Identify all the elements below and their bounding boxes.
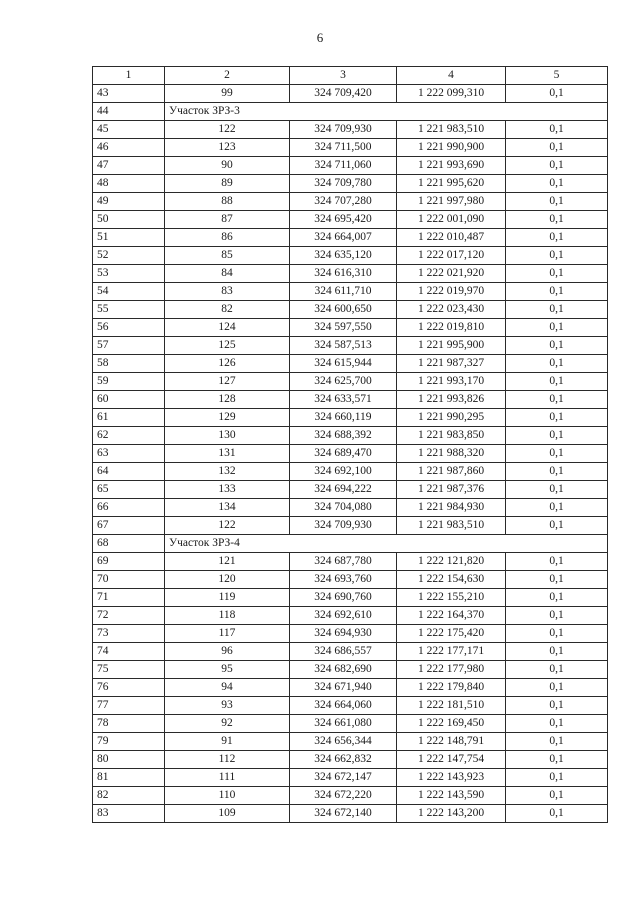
y-coordinate-cell: 1 222 154,630 (397, 571, 506, 589)
section-row (93, 535, 608, 553)
row-number-cell: 64 (93, 463, 165, 481)
row-number-cell: 78 (93, 715, 165, 733)
x-coordinate-cell: 324 695,420 (290, 211, 397, 229)
point-number-cell: 122 (165, 121, 290, 139)
table-row (93, 625, 608, 643)
y-coordinate-cell: 1 221 988,320 (397, 445, 506, 463)
x-coordinate-cell: 324 687,780 (290, 553, 397, 571)
x-coordinate-cell: 324 600,650 (290, 301, 397, 319)
row-number-cell: 67 (93, 517, 165, 535)
y-coordinate-cell: 1 222 148,791 (397, 733, 506, 751)
row-number-cell: 51 (93, 229, 165, 247)
row-number-cell: 49 (93, 193, 165, 211)
point-number-cell: 128 (165, 391, 290, 409)
y-coordinate-cell: 1 222 147,754 (397, 751, 506, 769)
point-number-cell: 129 (165, 409, 290, 427)
table-row (93, 229, 608, 247)
accuracy-cell: 0,1 (506, 85, 608, 103)
accuracy-cell: 0,1 (506, 517, 608, 535)
table-row (93, 337, 608, 355)
y-coordinate-cell: 1 222 121,820 (397, 553, 506, 571)
y-coordinate-cell: 1 222 169,450 (397, 715, 506, 733)
x-coordinate-cell: 324 633,571 (290, 391, 397, 409)
accuracy-cell: 0,1 (506, 283, 608, 301)
accuracy-cell: 0,1 (506, 733, 608, 751)
row-number-cell: 79 (93, 733, 165, 751)
point-number-cell: 88 (165, 193, 290, 211)
accuracy-cell: 0,1 (506, 445, 608, 463)
table-row (93, 85, 608, 103)
row-number-cell: 52 (93, 247, 165, 265)
row-number-cell: 61 (93, 409, 165, 427)
column-header: 4 (397, 67, 506, 85)
y-coordinate-cell: 1 222 179,840 (397, 679, 506, 697)
accuracy-cell: 0,1 (506, 409, 608, 427)
x-coordinate-cell: 324 709,930 (290, 121, 397, 139)
point-number-cell: 126 (165, 355, 290, 373)
point-number-cell: 91 (165, 733, 290, 751)
accuracy-cell: 0,1 (506, 265, 608, 283)
point-number-cell: 89 (165, 175, 290, 193)
x-coordinate-cell: 324 709,420 (290, 85, 397, 103)
table-row (93, 751, 608, 769)
x-coordinate-cell: 324 662,832 (290, 751, 397, 769)
accuracy-cell: 0,1 (506, 121, 608, 139)
table-header-row (93, 67, 608, 85)
accuracy-cell: 0,1 (506, 247, 608, 265)
y-coordinate-cell: 1 221 993,170 (397, 373, 506, 391)
x-coordinate-cell: 324 692,610 (290, 607, 397, 625)
x-coordinate-cell: 324 672,220 (290, 787, 397, 805)
y-coordinate-cell: 1 222 143,200 (397, 805, 506, 823)
x-coordinate-cell: 324 660,119 (290, 409, 397, 427)
x-coordinate-cell: 324 661,080 (290, 715, 397, 733)
table-row (93, 427, 608, 445)
point-number-cell: 112 (165, 751, 290, 769)
point-number-cell: 130 (165, 427, 290, 445)
y-coordinate-cell: 1 222 143,923 (397, 769, 506, 787)
section-row (93, 103, 608, 121)
table-row (93, 481, 608, 499)
point-number-cell: 132 (165, 463, 290, 481)
point-number-cell: 87 (165, 211, 290, 229)
table-row (93, 769, 608, 787)
row-number-cell: 47 (93, 157, 165, 175)
row-number-cell: 57 (93, 337, 165, 355)
point-number-cell: 119 (165, 589, 290, 607)
y-coordinate-cell: 1 221 987,376 (397, 481, 506, 499)
accuracy-cell: 0,1 (506, 499, 608, 517)
point-number-cell: 96 (165, 643, 290, 661)
y-coordinate-cell: 1 221 990,900 (397, 139, 506, 157)
y-coordinate-cell: 1 221 997,980 (397, 193, 506, 211)
point-number-cell: 133 (165, 481, 290, 499)
row-number-cell: 73 (93, 625, 165, 643)
accuracy-cell: 0,1 (506, 571, 608, 589)
point-number-cell: 95 (165, 661, 290, 679)
row-number-cell: 56 (93, 319, 165, 337)
section-title-cell: Участок ЗРЗ-4 (165, 535, 608, 553)
point-number-cell: 123 (165, 139, 290, 157)
table-row (93, 715, 608, 733)
y-coordinate-cell: 1 222 099,310 (397, 85, 506, 103)
x-coordinate-cell: 324 694,222 (290, 481, 397, 499)
table-row (93, 553, 608, 571)
x-coordinate-cell: 324 664,060 (290, 697, 397, 715)
x-coordinate-cell: 324 686,557 (290, 643, 397, 661)
accuracy-cell: 0,1 (506, 751, 608, 769)
x-coordinate-cell: 324 587,513 (290, 337, 397, 355)
y-coordinate-cell: 1 222 164,370 (397, 607, 506, 625)
y-coordinate-cell: 1 222 177,171 (397, 643, 506, 661)
accuracy-cell: 0,1 (506, 715, 608, 733)
row-number-cell: 62 (93, 427, 165, 445)
accuracy-cell: 0,1 (506, 553, 608, 571)
y-coordinate-cell: 1 222 019,810 (397, 319, 506, 337)
page-number: 6 (316, 30, 324, 45)
accuracy-cell: 0,1 (506, 607, 608, 625)
y-coordinate-cell: 1 221 983,510 (397, 121, 506, 139)
table-row (93, 409, 608, 427)
accuracy-cell: 0,1 (506, 211, 608, 229)
y-coordinate-cell: 1 221 993,690 (397, 157, 506, 175)
row-number-cell: 75 (93, 661, 165, 679)
y-coordinate-cell: 1 221 983,510 (397, 517, 506, 535)
point-number-cell: 85 (165, 247, 290, 265)
x-coordinate-cell: 324 704,080 (290, 499, 397, 517)
row-number-cell: 55 (93, 301, 165, 319)
point-number-cell: 120 (165, 571, 290, 589)
y-coordinate-cell: 1 221 995,620 (397, 175, 506, 193)
point-number-cell: 94 (165, 679, 290, 697)
table-row (93, 373, 608, 391)
x-coordinate-cell: 324 671,940 (290, 679, 397, 697)
y-coordinate-cell: 1 221 983,850 (397, 427, 506, 445)
accuracy-cell: 0,1 (506, 697, 608, 715)
x-coordinate-cell: 324 664,007 (290, 229, 397, 247)
accuracy-cell: 0,1 (506, 787, 608, 805)
y-coordinate-cell: 1 221 995,900 (397, 337, 506, 355)
accuracy-cell: 0,1 (506, 589, 608, 607)
x-coordinate-cell: 324 709,930 (290, 517, 397, 535)
point-number-cell: 127 (165, 373, 290, 391)
point-number-cell: 124 (165, 319, 290, 337)
y-coordinate-cell: 1 222 175,420 (397, 625, 506, 643)
accuracy-cell: 0,1 (506, 391, 608, 409)
row-number-cell: 63 (93, 445, 165, 463)
x-coordinate-cell: 324 688,392 (290, 427, 397, 445)
row-number-cell: 45 (93, 121, 165, 139)
table-row (93, 175, 608, 193)
accuracy-cell: 0,1 (506, 157, 608, 175)
accuracy-cell: 0,1 (506, 229, 608, 247)
y-coordinate-cell: 1 222 017,120 (397, 247, 506, 265)
row-number-cell: 50 (93, 211, 165, 229)
row-number-cell: 77 (93, 697, 165, 715)
x-coordinate-cell: 324 672,140 (290, 805, 397, 823)
row-number-cell: 58 (93, 355, 165, 373)
y-coordinate-cell: 1 222 010,487 (397, 229, 506, 247)
point-number-cell: 134 (165, 499, 290, 517)
row-number-cell: 53 (93, 265, 165, 283)
accuracy-cell: 0,1 (506, 463, 608, 481)
table-row (93, 301, 608, 319)
point-number-cell: 111 (165, 769, 290, 787)
point-number-cell: 109 (165, 805, 290, 823)
accuracy-cell: 0,1 (506, 481, 608, 499)
x-coordinate-cell: 324 635,120 (290, 247, 397, 265)
table-row (93, 697, 608, 715)
point-number-cell: 93 (165, 697, 290, 715)
row-number-cell: 43 (93, 85, 165, 103)
row-number-cell: 83 (93, 805, 165, 823)
row-number-cell: 71 (93, 589, 165, 607)
table-row (93, 193, 608, 211)
point-number-cell: 121 (165, 553, 290, 571)
x-coordinate-cell: 324 711,060 (290, 157, 397, 175)
table-row (93, 643, 608, 661)
x-coordinate-cell: 324 709,780 (290, 175, 397, 193)
x-coordinate-cell: 324 690,760 (290, 589, 397, 607)
table-row (93, 157, 608, 175)
point-number-cell: 118 (165, 607, 290, 625)
table-row (93, 661, 608, 679)
x-coordinate-cell: 324 711,500 (290, 139, 397, 157)
x-coordinate-cell: 324 597,550 (290, 319, 397, 337)
point-number-cell: 83 (165, 283, 290, 301)
row-number-cell: 44 (93, 103, 165, 121)
table-row (93, 805, 608, 823)
row-number-cell: 65 (93, 481, 165, 499)
column-header: 2 (165, 67, 290, 85)
accuracy-cell: 0,1 (506, 427, 608, 445)
row-number-cell: 68 (93, 535, 165, 553)
y-coordinate-cell: 1 222 143,590 (397, 787, 506, 805)
accuracy-cell: 0,1 (506, 301, 608, 319)
table-row (93, 265, 608, 283)
point-number-cell: 122 (165, 517, 290, 535)
table-row (93, 283, 608, 301)
table-row (93, 355, 608, 373)
y-coordinate-cell: 1 221 987,327 (397, 355, 506, 373)
column-header: 1 (93, 67, 165, 85)
accuracy-cell: 0,1 (506, 661, 608, 679)
y-coordinate-cell: 1 221 993,826 (397, 391, 506, 409)
point-number-cell: 92 (165, 715, 290, 733)
x-coordinate-cell: 324 692,100 (290, 463, 397, 481)
row-number-cell: 74 (93, 643, 165, 661)
table-row (93, 211, 608, 229)
y-coordinate-cell: 1 222 001,090 (397, 211, 506, 229)
row-number-cell: 69 (93, 553, 165, 571)
row-number-cell: 54 (93, 283, 165, 301)
row-number-cell: 48 (93, 175, 165, 193)
table-row (93, 463, 608, 481)
accuracy-cell: 0,1 (506, 337, 608, 355)
table-row (93, 517, 608, 535)
row-number-cell: 82 (93, 787, 165, 805)
y-coordinate-cell: 1 222 181,510 (397, 697, 506, 715)
accuracy-cell: 0,1 (506, 373, 608, 391)
table-row (93, 571, 608, 589)
point-number-cell: 86 (165, 229, 290, 247)
table-row (93, 391, 608, 409)
point-number-cell: 110 (165, 787, 290, 805)
column-header: 5 (506, 67, 608, 85)
point-number-cell: 131 (165, 445, 290, 463)
y-coordinate-cell: 1 221 984,930 (397, 499, 506, 517)
accuracy-cell: 0,1 (506, 769, 608, 787)
point-number-cell: 84 (165, 265, 290, 283)
accuracy-cell: 0,1 (506, 139, 608, 157)
accuracy-cell: 0,1 (506, 625, 608, 643)
row-number-cell: 46 (93, 139, 165, 157)
accuracy-cell: 0,1 (506, 319, 608, 337)
x-coordinate-cell: 324 611,710 (290, 283, 397, 301)
table-row (93, 121, 608, 139)
table-row (93, 139, 608, 157)
accuracy-cell: 0,1 (506, 643, 608, 661)
x-coordinate-cell: 324 694,930 (290, 625, 397, 643)
x-coordinate-cell: 324 707,280 (290, 193, 397, 211)
table-row (93, 445, 608, 463)
y-coordinate-cell: 1 222 023,430 (397, 301, 506, 319)
table-row (93, 679, 608, 697)
table-row (93, 589, 608, 607)
y-coordinate-cell: 1 222 177,980 (397, 661, 506, 679)
y-coordinate-cell: 1 222 021,920 (397, 265, 506, 283)
y-coordinate-cell: 1 221 987,860 (397, 463, 506, 481)
point-number-cell: 125 (165, 337, 290, 355)
table-row (93, 787, 608, 805)
row-number-cell: 80 (93, 751, 165, 769)
accuracy-cell: 0,1 (506, 193, 608, 211)
accuracy-cell: 0,1 (506, 355, 608, 373)
accuracy-cell: 0,1 (506, 175, 608, 193)
row-number-cell: 81 (93, 769, 165, 787)
y-coordinate-cell: 1 221 990,295 (397, 409, 506, 427)
x-coordinate-cell: 324 682,690 (290, 661, 397, 679)
table-row (93, 607, 608, 625)
y-coordinate-cell: 1 222 155,210 (397, 589, 506, 607)
y-coordinate-cell: 1 222 019,970 (397, 283, 506, 301)
accuracy-cell: 0,1 (506, 679, 608, 697)
point-number-cell: 82 (165, 301, 290, 319)
section-title-cell: Участок ЗРЗ-3 (165, 103, 608, 121)
x-coordinate-cell: 324 616,310 (290, 265, 397, 283)
table-row (93, 319, 608, 337)
accuracy-cell: 0,1 (506, 805, 608, 823)
table-row (93, 499, 608, 517)
row-number-cell: 66 (93, 499, 165, 517)
x-coordinate-cell: 324 656,344 (290, 733, 397, 751)
point-number-cell: 90 (165, 157, 290, 175)
row-number-cell: 70 (93, 571, 165, 589)
column-header: 3 (290, 67, 397, 85)
table-row (93, 247, 608, 265)
row-number-cell: 59 (93, 373, 165, 391)
table-row (93, 733, 608, 751)
row-number-cell: 72 (93, 607, 165, 625)
x-coordinate-cell: 324 615,944 (290, 355, 397, 373)
x-coordinate-cell: 324 689,470 (290, 445, 397, 463)
row-number-cell: 60 (93, 391, 165, 409)
x-coordinate-cell: 324 625,700 (290, 373, 397, 391)
row-number-cell: 76 (93, 679, 165, 697)
coordinates-table (92, 66, 608, 823)
x-coordinate-cell: 324 693,760 (290, 571, 397, 589)
point-number-cell: 99 (165, 85, 290, 103)
x-coordinate-cell: 324 672,147 (290, 769, 397, 787)
point-number-cell: 117 (165, 625, 290, 643)
